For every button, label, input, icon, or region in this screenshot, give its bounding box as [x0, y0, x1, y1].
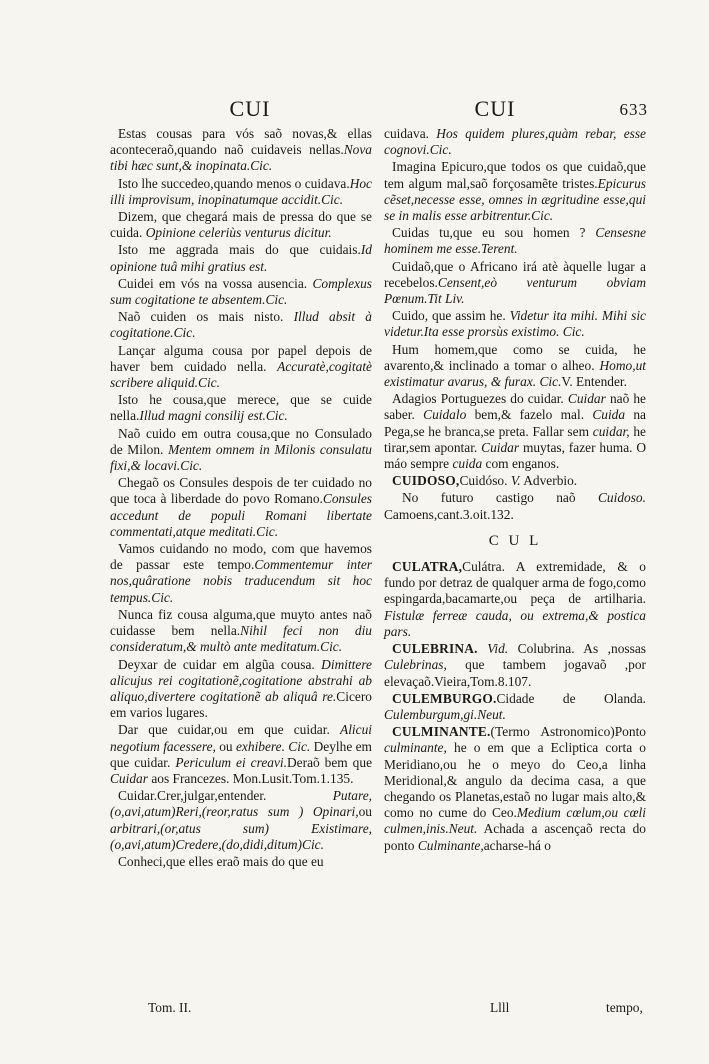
- entry: CULMINANTE.(Termo Astronomico)Ponto culminante, he o em que a Ecliptica corta o Meridiano,ou he o meyo do Ceo,a linha Meridional,& angulo da decima casa, a que chegando os Planetas,estaõ no lugar mais alto,& como no cume do Ceo.Medium cœlum,ou cœli culmen,inis.Neut. Achada a ascençaõ recta do ponto Culminante,acharse-há o: [384, 724, 647, 853]
- entry: Hum homem,que como se cuida, he avarento,& inclinado a tomar o alheo. Homo,ut existimatur avarus, & furax. Cic.V. Entender.: [384, 341, 646, 390]
- page-number: 633: [619, 100, 648, 119]
- entry: No futuro castigo naõ Cuidoso. Camoens,cant.3.oit.132.: [384, 490, 646, 522]
- section-heading: C U L: [488, 532, 542, 549]
- entry: Imagina Epicuro,que todos os que cuidaõ,que tem algum mal,saõ forçosamẽte tristes.Epicurus cẽset,necesse esse, omnes in ægritudine esse,qui se in malis esse arbitrentur.Cic.: [384, 159, 646, 224]
- headword: CULEMBURGO.: [392, 690, 497, 706]
- right-column: [384, 126, 646, 855]
- entry: Cuidaõ,que o Africano irá atè àquelle lugar a recebelos.Censent,eò venturum obviam Pœnum.Tit Liv.: [384, 258, 646, 307]
- headword: CULEBRINA.: [392, 641, 478, 657]
- entry: Cuido, que assim he. Videtur ita mihi. Mihi sic videtur.Ita esse prorsùs existimo. Cic.: [384, 308, 646, 340]
- entry: CULATRA,Culátra. A extremidade, & o fundo por detraz de qualquer arma de fogo,como espingarda,bacamarte,ou peça de artilharia. Fistulæ ferreæ cauda, ou extrema,& postica pars.: [384, 559, 646, 639]
- catchword: tempo,: [606, 1000, 643, 1015]
- entry: CULEBRINA. Vid. Colubrina. As ,nossas Culebrinas, que tambem jogavaõ ,por elevaçaõ.Vieira,Tom.8.107.: [384, 641, 646, 689]
- left-column: [110, 126, 372, 871]
- volume-label: Tom. II.: [148, 1000, 192, 1015]
- entry: CULEMBURGO.Cidade de Olanda. Culemburgum,gi.Neut.: [384, 690, 646, 722]
- entry: Lançar alguma cousa por papel depois de haver bem cuidado nella. Accuratè,cogitatè scribere aliquid.Cic.: [110, 342, 372, 391]
- entry: Naõ cuiden os mais nisto. Illud absit à cogitatione.Cic.: [110, 309, 372, 341]
- entry: Cuidei em vós na vossa ausencia. Complexus sum cogitatione te absentem.Cic.: [110, 275, 372, 308]
- entry: Cuidas tu,que eu sou homen ? Censesne hominem me esse.Terent.: [384, 225, 646, 257]
- signature-mark: Llll: [490, 1000, 510, 1015]
- entry: cuidava. Hos quidem plures,quàm rebar, esse cognovi.Cic.: [384, 126, 646, 158]
- entry: Isto me aggrada mais do que cuidais.Id opinione tuâ mihi gratius est.: [110, 242, 372, 274]
- entry: Cuidar.Crer,julgar,entender. Putare, (o,avi,atum)Reri,(reor,ratus sum ) Opinari,ou arbitrari,(or,atus sum) Existimare, (o,avi,atum)Credere,(do,didi,ditum)Cic.: [110, 788, 372, 852]
- headword: CUIDOSO,: [392, 473, 460, 489]
- entry: Adagios Portuguezes do cuidar. Cuidar naõ he saber. Cuidalo bem,& fazelo mal. Cuida na Pega,se he branca,se preta. Fallar sem cuidar, he tirar,sem apontar. Cuidar muytas, fazer huma. O máo sempre cuida com enganos.: [384, 391, 646, 472]
- entry: Isto lhe succedeo,quando menos o cuidava.Hoc illi improvisum, inopinatumque accidit.Cic.: [110, 175, 372, 207]
- entry: Isto he cousa,que merece, que se cuide nella.Illud magni consilij est.Cic.: [110, 392, 372, 424]
- entry: Chegaõ os Consules despois de ter cuidado no que toca à liberdade do povo Romano.Consules accedunt de populi Romani libertate commentati,atque meditati.Cic.: [110, 475, 372, 539]
- running-header-right: CUI: [474, 96, 516, 121]
- running-header-left: CUI: [229, 96, 271, 121]
- entry: Dar que cuidar,ou em que cuidar. Alicui negotium facessere, ou exhibere. Cic. Deylhe em que cuidar. Periculum ei creavi.Deraõ bem que Cuidar aos Francezes. Mon.Lusit.Tom.1.135.: [110, 722, 373, 786]
- entry: Estas cousas para vós saõ novas,& ellas aconteceraõ,quando naõ cuidaveis nellas.Nova tibi hæc sunt,& inopinata.Cic.: [110, 126, 372, 174]
- headword: CULATRA,: [392, 559, 463, 575]
- headword: CULMINANTE.: [392, 724, 491, 740]
- entry: Conheci,que elles eraõ mais do que eu: [118, 853, 324, 869]
- entry: Vamos cuidando no modo, com que havemos de passar este tempo.Commentemur inter nos,quâratione nobis traducendum sit hoc tempus.Cic.: [110, 541, 372, 605]
- entry: Naõ cuido em outra cousa,que no Consulado de Milon. Mentem omnem in Milonis consulatu fixi,& locavi.Cic.: [110, 425, 372, 474]
- entry: CUIDOSO,Cuidóso. V. Adverbio.: [392, 473, 578, 489]
- entry: Nunca fiz cousa alguma,que muyto antes naõ cuidasse bem nella.Nihil feci non diu consideratum,& multò ante meditatum.Cic.: [110, 606, 373, 655]
- entry: Dizem, que chegará mais de pressa do que se cuida. Opinione celeriùs venturus dicitur.: [110, 209, 372, 241]
- entry: Deyxar de cuidar em algũa cousa. Dimittere alicujus rei cogitationẽ,cogitatione abstrahi ab aliquo,divertere cogitationẽ ab aliquâ re.Cicero em varios lugares.: [110, 656, 372, 721]
